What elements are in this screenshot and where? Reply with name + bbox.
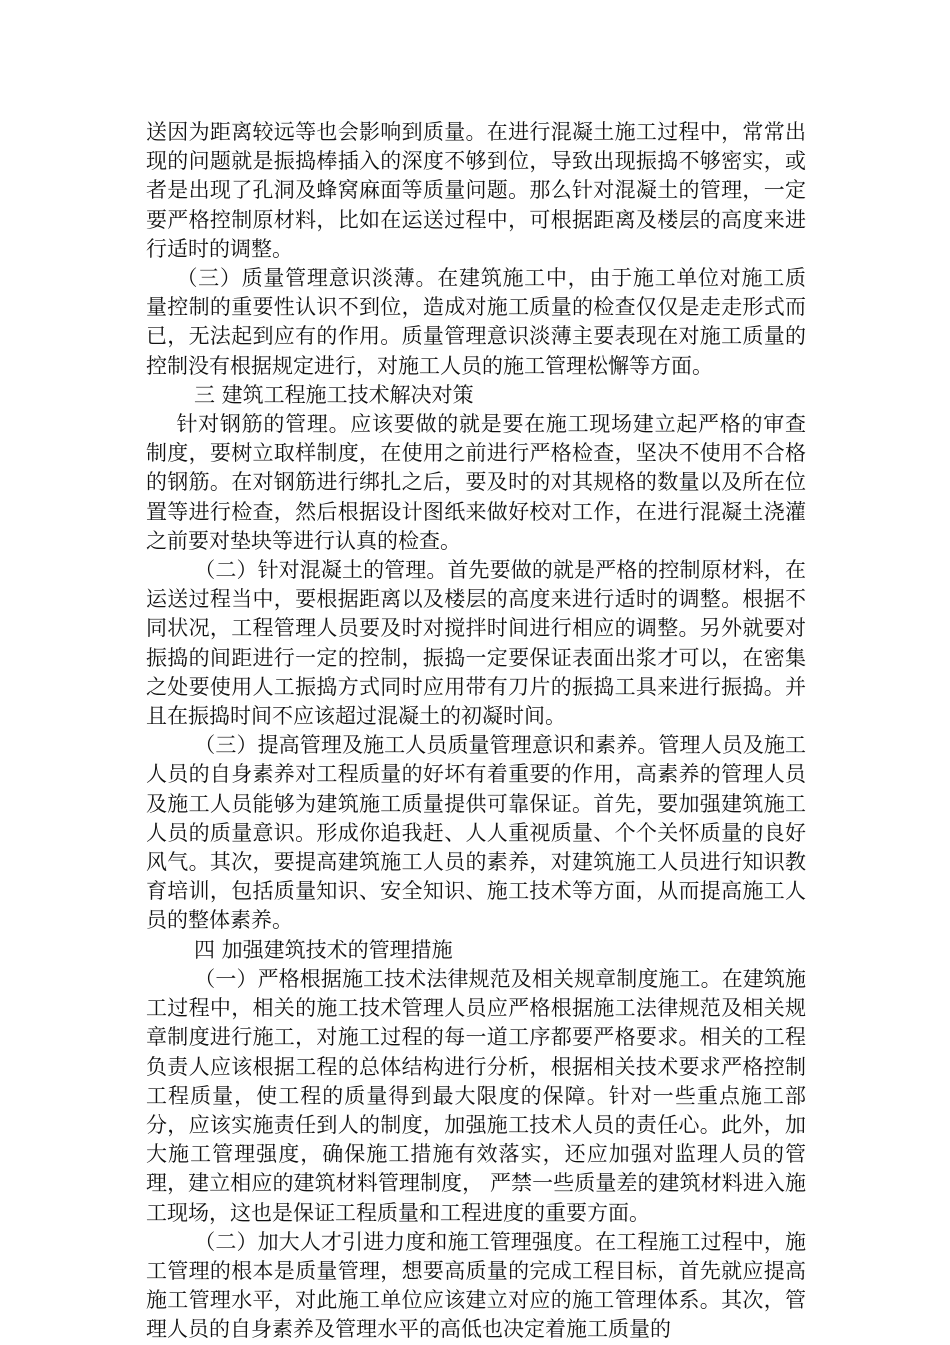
paragraph-staff-quality-awareness: （三）提高管理及施工人员质量管理意识和素养。管理人员及施工人员的自身素养对工程质量的好坏有着重要的作用，高素养的管理人员及施工人员能够为建筑施工质量提供可靠保证。首先，要加强建筑施工人员的质量意识。形成你追我赶、人人重视质量、个个关怀质量的良好风气。其次，要提高建筑施工人员的素养，对建筑施工人员进行知识教育培训，包括质量知识、安全知识、施工技术等方面，从而提高施工人员的整体素养。 [146, 733, 806, 933]
paragraph-quality-awareness-weak: （三）质量管理意识淡薄。在建筑施工中，由于施工单位对施工质量控制的重要性认识不到位，造成对施工质量的检查仅仅是走走形式而已，无法起到应有的作用。质量管理意识淡薄主要表现在对施工质量的控制没有根据规定进行，对施工人员的施工管理松懈等方面。 [146, 266, 806, 378]
paragraph-talent-management: （二）加大人才引进力度和施工管理强度。在工程施工过程中，施工管理的根本是质量管理，想要高质量的完成工程目标，首先就应提高施工管理水平，对此施工单位应该建立对应的施工管理体系。其次，管理人员的自身素养及管理水平的高低也决定着施工质量的 [146, 1229, 806, 1342]
paragraph-regulations: （一）严格根据施工技术法律规范及相关规章制度施工。在建筑施工过程中，相关的施工技术管理人员应严格根据施工法律规范及相关规章制度进行施工，对施工过程的每一道工序都要严格要求。相关的工程负责人应该根据工程的总体结构进行分析，根据相关技术要求严格控制工程质量，使工程的质量得到最大限度的保障。针对一些重点施工部分，应该实施责任到人的制度，加强施工技术人员的责任心。此外，加大施工管理强度，确保施工措施有效落实，还应加强对监理人员的管理，建立相应的建筑材料管理制度， 严禁一些质量差的建筑材料进入施工现场，这也是保证工程质量和工程进度的重要方面。 [146, 966, 806, 1225]
section-heading-3: 三 建筑工程施工技术解决对策 [194, 382, 474, 407]
paragraph-concrete-management: （二）针对混凝土的管理。首先要做的就是严格的控制原材料，在运送过程当中，要根据距离以及楼层的高度来进行适时的调整。根据不同状况，工程管理人员要及时对搅拌时间进行相应的调整。另外就要对振捣的间距进行一定的控制，振捣一定要保证表面出浆才可以，在密集之处要使用人工振捣方式同时应用带有刀片的振捣工具来进行振捣。并且在振捣时间不应该超过混凝土的初凝时间。 [146, 558, 806, 729]
section-heading-4: 四 加强建筑技术的管理措施 [194, 937, 453, 962]
paragraph-concrete-transport: 送因为距离较远等也会影响到质量。在进行混凝土施工过程中，常常出现的问题就是振捣棒插入的深度不够到位，导致出现振捣不够密实，或者是出现了孔洞及蜂窝麻面等质量问题。那么针对混凝土的管理，一定要严格控制原材料，比如在运送过程中，可根据距离及楼层的高度来进行适时的调整。 [146, 120, 806, 261]
document-page [146, 118, 806, 1345]
paragraph-rebar-management: 针对钢筋的管理。应该要做的就是要在施工现场建立起严格的审查制度，要树立取样制度，在使用之前进行严格检查，坚决不使用不合格的钢筋。在对钢筋进行绑扎之后，要及时的对其规格的数量以及所在位置等进行检查，然后根据设计图纸来做好校对工作，在进行混凝土浇灌之前要对垫块等进行认真的检查。 [146, 412, 806, 553]
